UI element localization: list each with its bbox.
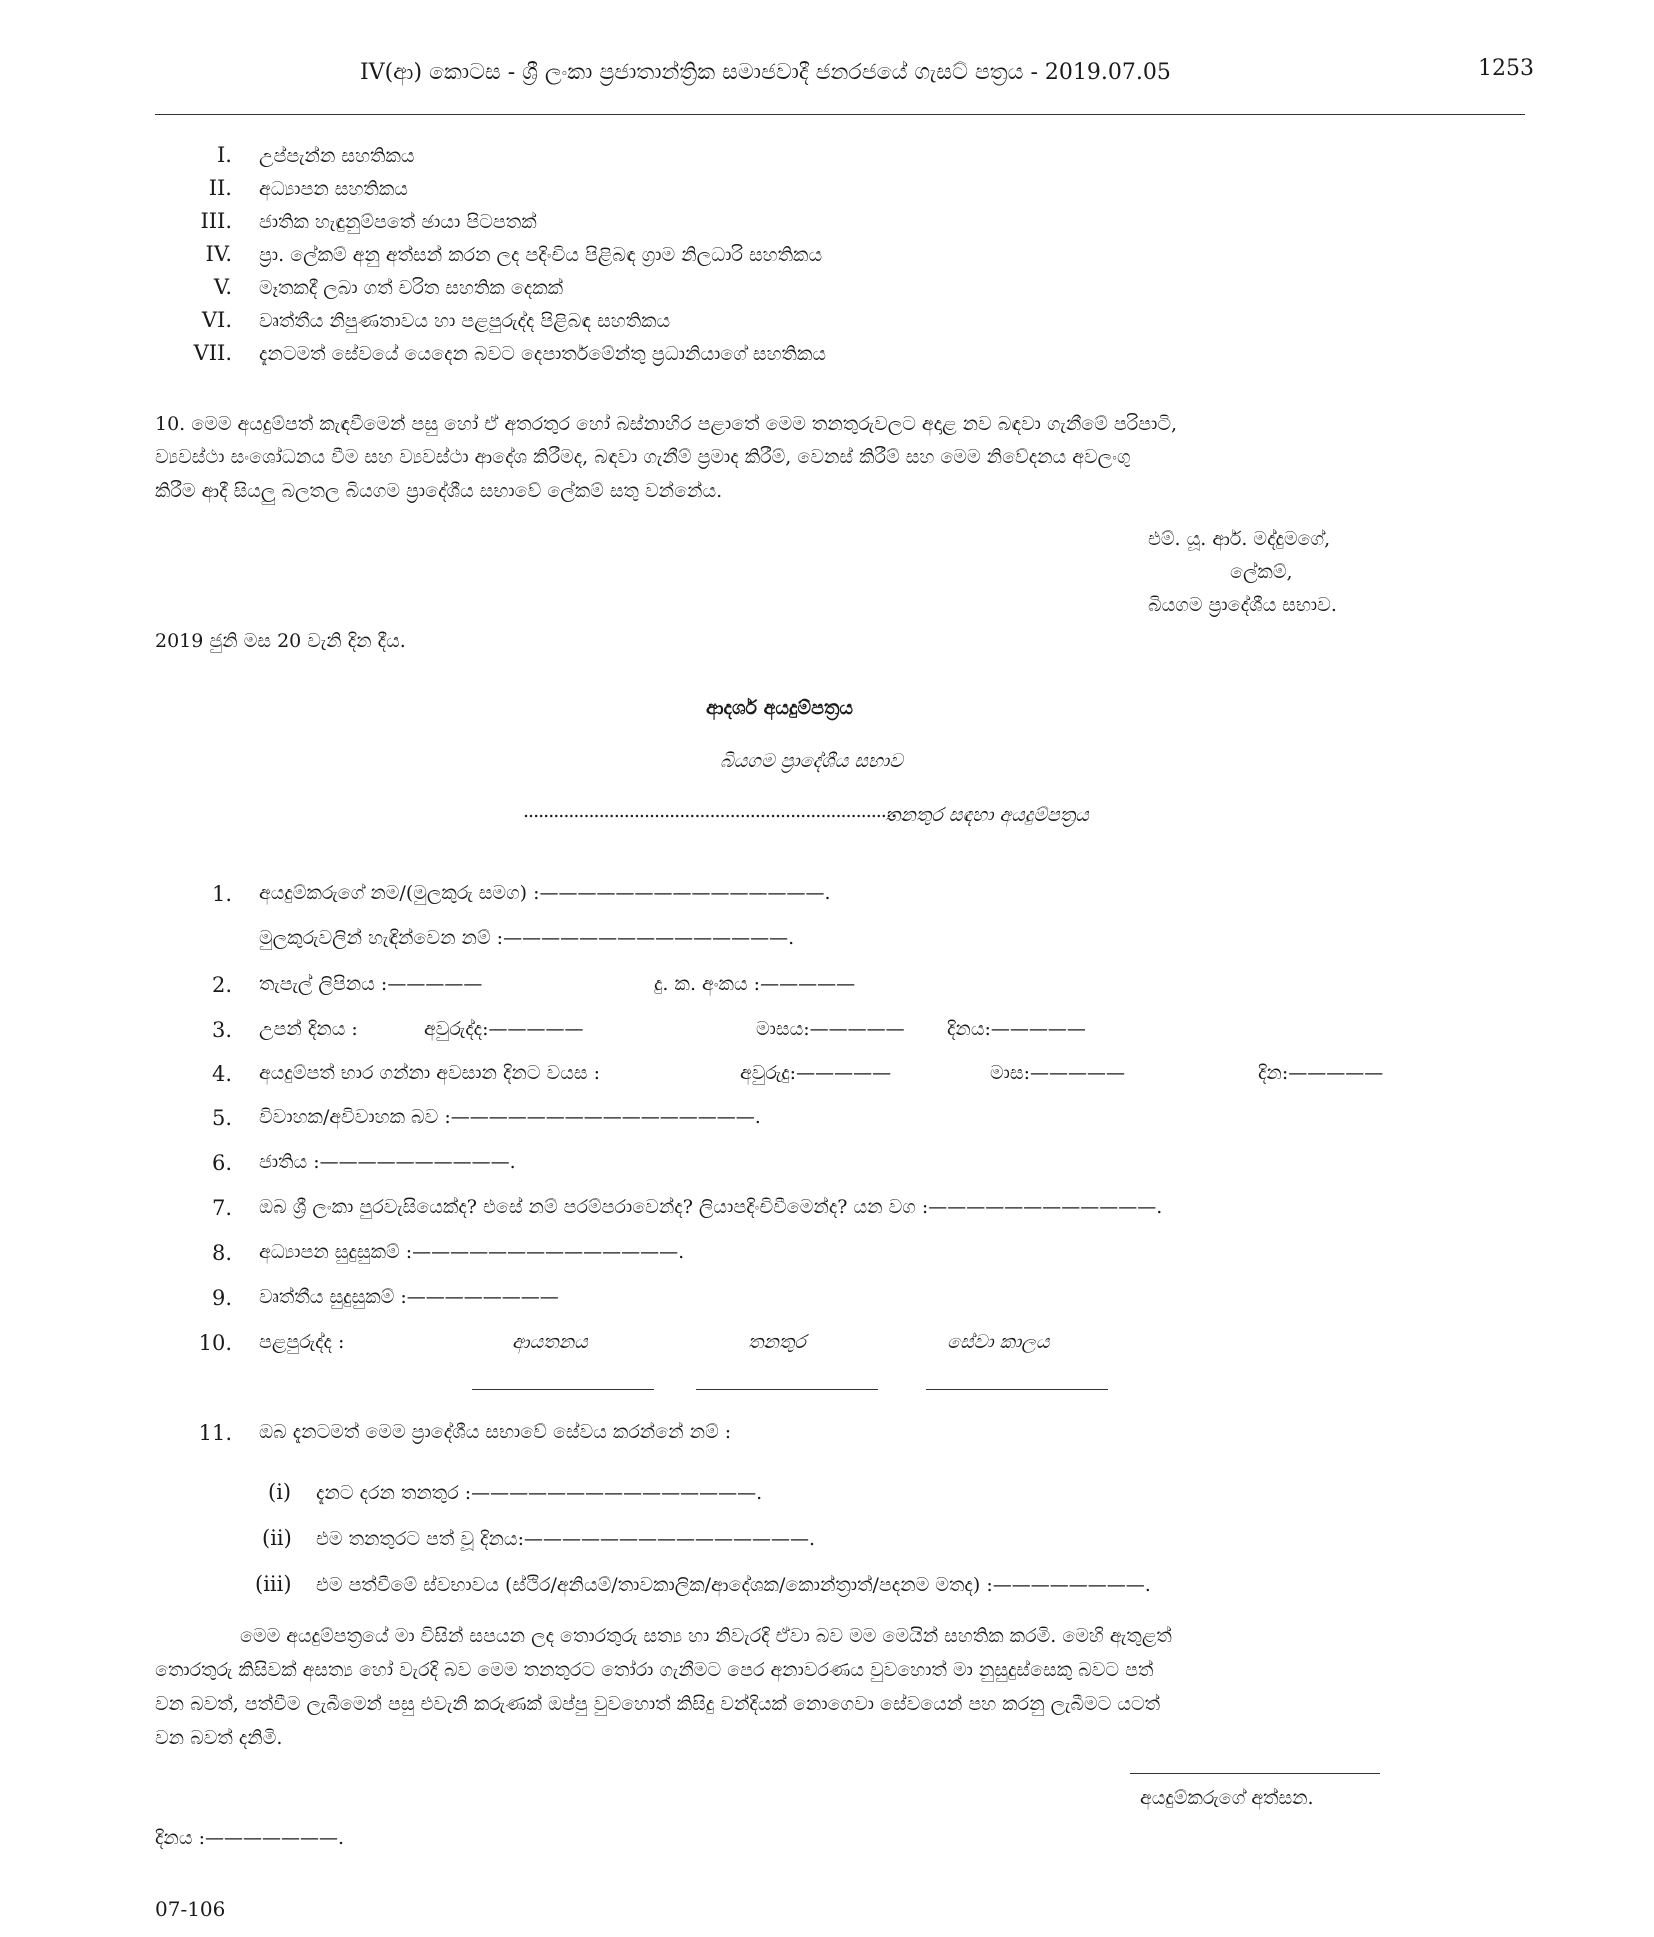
certificate-number: V. xyxy=(213,275,232,299)
gazette-header-title: IV(ආ) කොටස - ශ්‍රී ලංකා ප්‍රජාතාන්ත්‍රික සමාජවාදී ජනරජයේ ගැසට් පත්‍රය - 2019.07.05 xyxy=(360,60,1171,85)
q11-number: 11. xyxy=(198,1421,232,1445)
q4-months: මාස:————— xyxy=(990,1062,1125,1084)
q10-number: 10. xyxy=(198,1331,232,1355)
q3-birth-date: උපන් දිනය : xyxy=(259,1018,358,1040)
q8-education: අධ්‍යාපන සුදුසුකම් :——————————————. xyxy=(259,1241,685,1263)
clause-10-line: ව්‍යවස්ථා සංශෝධනය වීම සහ ව්‍යවස්ථා ආදේශ කිරීමද, බඳවා ගැනීම් ප්‍රමාද කිරීම්, වෙනස් කිරීම් සහ මෙම නිවේදනය අවලංගු xyxy=(155,446,1131,468)
post-name-dots: .......................................................................... xyxy=(523,800,896,822)
certificate-item: දැනටමත් සේවයේ යෙදෙන බවට දෙපාර්තමේන්තු ප්‍රධානියාගේ සහතිකය xyxy=(259,343,827,365)
declaration-line: වන බවත්, පත්වීම ලැබීමෙන් පසු එවැනි කරුණක් ඔප්පු වුවහොත් කිසිදු වන්දියක් නොගෙවා සේවයෙන් පහ කරනු ලැබීමට යටත් xyxy=(155,1693,1161,1715)
q4-number: 4. xyxy=(211,1062,232,1086)
q3-day: දිනය:————— xyxy=(947,1018,1086,1040)
certificate-item: ප්‍රා. ලේකම් අනු අත්සන් කරන ලද පදිංචිය පිළිබඳ ග්‍රාම නිලධාරි සහතිකය xyxy=(259,244,823,266)
q2-number: 2. xyxy=(211,973,232,997)
q5-number: 5. xyxy=(211,1106,232,1130)
q3-year: අවුරුද්ද:————— xyxy=(424,1018,584,1040)
signature-label: අයදුම්කරුගේ අත්සන. xyxy=(1140,1787,1314,1809)
q2-postal-address: තැපැල් ලිපිනය :————— xyxy=(259,973,483,995)
q3-number: 3. xyxy=(211,1018,232,1042)
signatory-role: ලේකම්, xyxy=(1230,561,1293,583)
declaration-line: මෙම අයදුම්පත්‍රයේ මා විසින් සපයන ලද තොරතුරු සත්‍ය හා නිවැරදි ඒවා බව මම මෙයින් සහතික කරමි. මෙහි ඇතුළත් xyxy=(240,1625,1172,1647)
footer-code: 07-106 xyxy=(155,1897,226,1921)
certificate-number: I. xyxy=(217,143,232,167)
signatory-office: බියගම ප්‍රාදේශීය සභාව. xyxy=(1148,594,1337,616)
q10-line-post xyxy=(696,1389,878,1390)
date-field: දිනය :———————. xyxy=(155,1827,345,1849)
clause-10-line: 10. මෙම අයදුම්පත් කැඳවීමෙන් පසු හෝ ඒ අතරතුර හෝ බස්නාහිර පළාතේ මෙම තනතුරුවලට අදාළ නව බඳවා ගැනීමේ පරිපාටි, xyxy=(155,413,1178,435)
q6-number: 6. xyxy=(211,1151,232,1175)
q4-age-at-closing: අයදුම්පත් භාර ගන්නා අවසාන දිනට වයස : xyxy=(259,1062,600,1084)
q11-sub-number: (i) xyxy=(268,1480,292,1504)
q10-col-service-period: සේවා කාලය xyxy=(947,1331,1050,1353)
q8-number: 8. xyxy=(211,1241,232,1265)
issue-date: 2019 ජුනි මස 20 වැනි දින දීය. xyxy=(155,630,406,652)
certificate-number: IV. xyxy=(205,242,232,266)
page-number: 1253 xyxy=(1478,56,1534,81)
q11-sub-number: (iii) xyxy=(255,1572,292,1596)
q9-professional-qualifications: වෘත්තීය සුදුසුකම් :———————— xyxy=(259,1286,559,1308)
q10-col-institution: ආයතනය xyxy=(512,1331,588,1353)
q4-days: දින:————— xyxy=(1258,1062,1384,1084)
q11-sub-current-post: දැනට දරන තනතුර :———————————————. xyxy=(316,1482,763,1504)
q4-years: අවුරුදු:————— xyxy=(740,1062,892,1084)
q5-marital-status: විවාහක/අවිවාහක බව :————————————————. xyxy=(259,1106,761,1128)
signature-line xyxy=(1130,1773,1380,1774)
certificate-number: VI. xyxy=(201,308,232,332)
q10-line-service-period xyxy=(926,1389,1108,1390)
certificate-item: අධ්‍යාපන සහතිකය xyxy=(259,178,408,200)
certificate-item: වෘත්තීය නිපුණතාවය හා පළපුරුද්ද පිළිබඳ සහතිකය xyxy=(259,310,671,332)
certificate-number: II. xyxy=(208,176,232,200)
certificate-number: VII. xyxy=(193,341,232,365)
q11-sub-appointment-nature: එම පත්වීමේ ස්වභාවය (ස්ථිර/අනියම්/තාවකාලික/ආදේශක/කොන්ත්‍රාත්/පදනම මතද) :————————. xyxy=(316,1574,1151,1596)
certificate-item: මෑතකදී ලබා ගත් චරිත සහතික දෙකක් xyxy=(259,277,564,299)
certificate-number: III. xyxy=(200,209,232,233)
form-subtitle: බියගම ප්‍රාදේශීය සභාව xyxy=(720,750,903,772)
post-application-suffix: තනතුර සඳහා අයදුම්පත්‍රය xyxy=(885,804,1089,826)
q1-name-by-initials: මුලකුරුවලින් හැඳින්වෙන නම් :———————————————. xyxy=(259,927,795,949)
q10-experience: පළපුරුද්ද : xyxy=(259,1331,345,1353)
certificate-item: උප්පැන්න සහතිකය xyxy=(259,145,415,167)
clause-10-line: කිරීම ආදී සියලු බලතල බියගම ප්‍රාදේශීය සභාවේ ලේකම් සතු වන්නේය. xyxy=(155,480,723,502)
q7-number: 7. xyxy=(211,1196,232,1220)
q11-sub-appointment-date: එම තනතුරට පත් වූ දිනය:———————————————. xyxy=(316,1528,816,1550)
certificate-item: ජාතික හැඳුනුම්පතේ ඡායා පිටපතක් xyxy=(259,211,537,233)
q6-ethnicity: ජාතිය :——————————. xyxy=(259,1151,516,1173)
form-title: ආදර්ශ අයදුම්පත්‍රය xyxy=(706,697,854,719)
q1-applicant-name: අයදුම්කරුගේ නම/(මුලකුරු සමග) :———————————————. xyxy=(259,882,831,904)
declaration-line: වන බවත් දනිමි. xyxy=(155,1727,283,1749)
declaration-line: තොරතුරු කිසිවක් අසත්‍ය හෝ වැරදි බව මෙම තනතුරට තෝරා ගැනීමට පෙර අනාවරණය වුවහොත් මා නුසුදුස්සෙකු බවට පත් xyxy=(155,1659,1154,1681)
q11-current-service: ඔබ දැනටමත් මෙම ප්‍රාදේශීය සභාවේ සේවය කරන්නේ නම් : xyxy=(259,1421,732,1443)
header-divider xyxy=(155,114,1525,115)
q7-citizenship: ඔබ ශ්‍රී ලංකා පුරවැසියෙක්ද? එසේ නම් පරම්පරාවෙන්ද? ලියාපදිංචිවීමෙන්ද? යන වග :————————————. xyxy=(259,1196,1163,1218)
q11-sub-number: (ii) xyxy=(262,1526,292,1550)
q1-number: 1. xyxy=(211,882,232,906)
q3-month: මාසය:————— xyxy=(756,1018,905,1040)
signatory-name: එම්. යූ. ආර්. මද්දුමගේ, xyxy=(1148,528,1331,550)
q9-number: 9. xyxy=(211,1286,232,1310)
q2-telephone: දු. ක. අංකය :————— xyxy=(654,973,856,995)
q10-line-institution xyxy=(472,1389,654,1390)
q10-col-post: තනතුර xyxy=(748,1331,806,1353)
